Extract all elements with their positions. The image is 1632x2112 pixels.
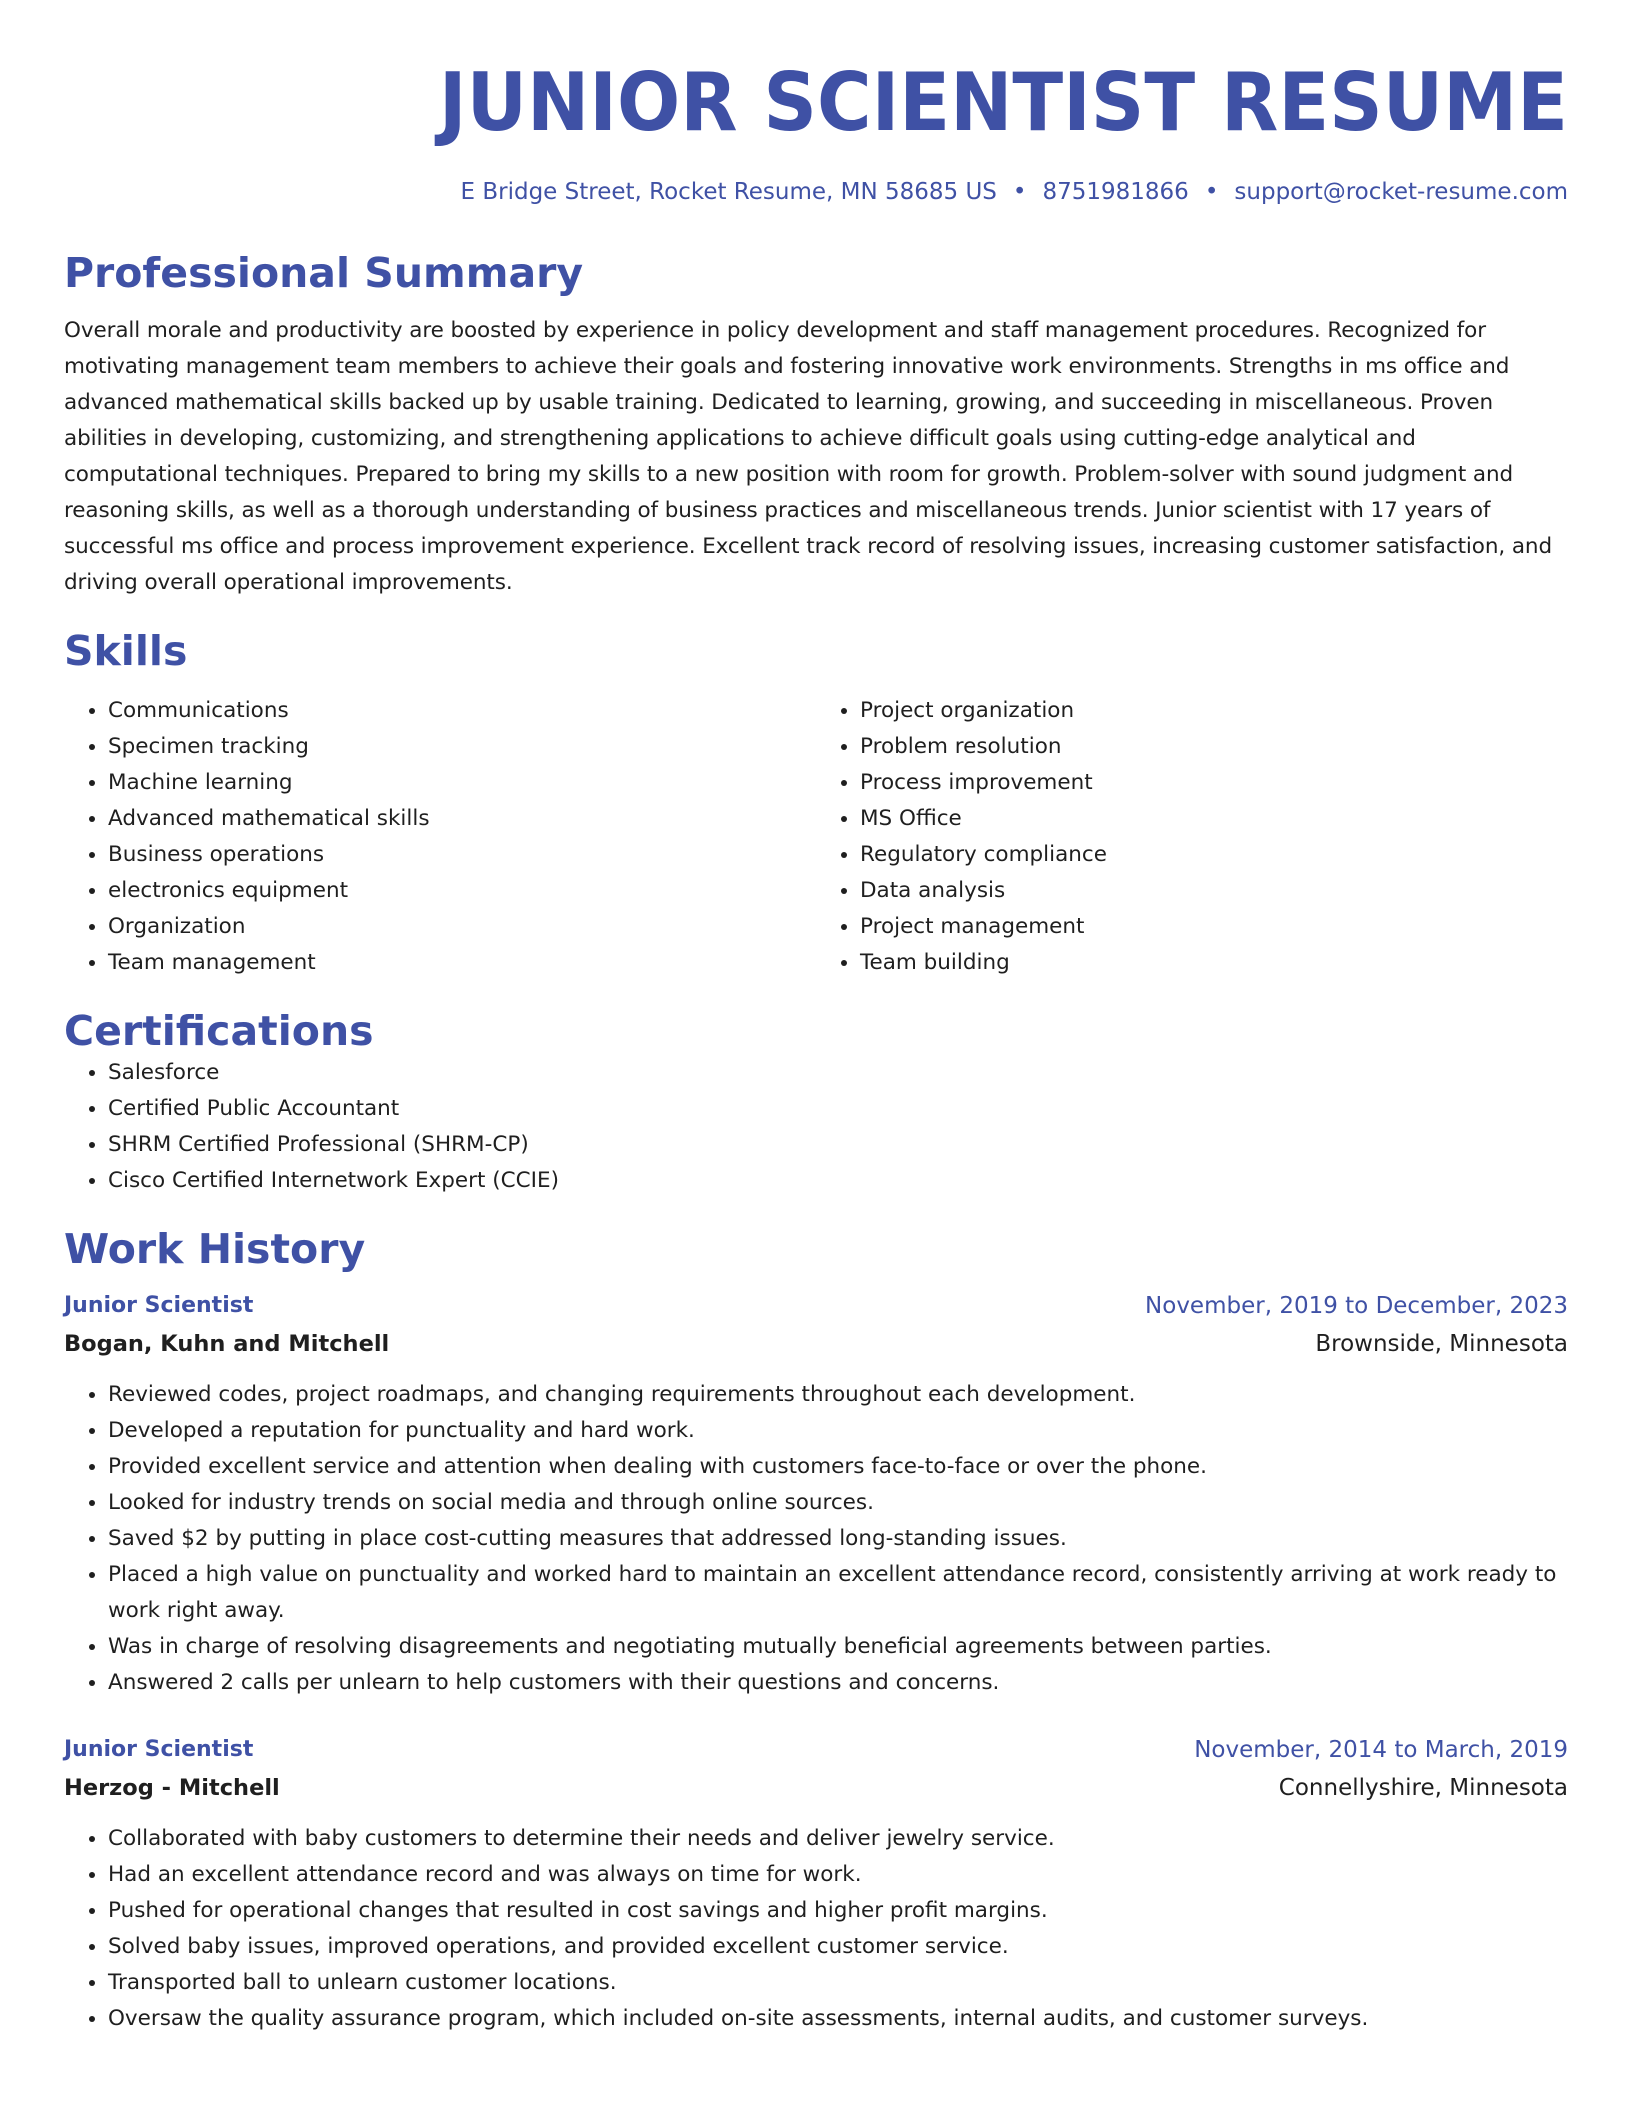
job-company-row xyxy=(64,1325,1568,1363)
job-dates: November, 2014 to March, 2019 xyxy=(1194,1737,1568,1763)
job-duties-list xyxy=(64,1821,1568,2037)
certification-item: • SHRM Certified Professional (SHRM-CP) xyxy=(108,1127,1568,1163)
skill-item: • MS Office xyxy=(860,801,1568,837)
skill-item: • Machine learning xyxy=(108,765,816,801)
certification-item: • Cisco Certified Internetwork Expert (CCIE) xyxy=(108,1163,1568,1199)
skill-item: • Specimen tracking xyxy=(108,729,816,765)
skill-item: • Communications xyxy=(108,693,816,729)
skill-item: • Process improvement xyxy=(860,765,1568,801)
job-entry xyxy=(64,1287,1568,1701)
job-company: Herzog - Mitchell xyxy=(64,1775,280,1801)
job-company-row xyxy=(64,1769,1568,1807)
job-duty-item: • Reviewed codes, project roadmaps, and changing requirements throughout each development. xyxy=(108,1377,1568,1413)
resume-title: JUNIOR SCIENTIST RESUME xyxy=(438,56,1569,149)
certification-item: • Salesforce xyxy=(108,1055,1568,1091)
certifications-heading: Certifications xyxy=(64,1007,374,1055)
skill-item: • electronics equipment xyxy=(108,873,816,909)
job-header-row xyxy=(64,1731,1568,1769)
contact-separator: • xyxy=(1012,179,1027,205)
job-duty-item: • Saved $2 by putting in place cost-cutting measures that addressed long-standing issues. xyxy=(108,1521,1568,1557)
job-duty-item: • Looked for industry trends on social media and through online sources. xyxy=(108,1485,1568,1521)
certifications-list xyxy=(64,1055,1568,1199)
job-duty-item: • Developed a reputation for punctuality and hard work. xyxy=(108,1413,1568,1449)
job-duty-item: • Was in charge of resolving disagreements and negotiating mutually beneficial agreements between parties. xyxy=(108,1629,1568,1665)
skill-item: • Problem resolution xyxy=(860,729,1568,765)
job-duty-item: • Placed a high value on punctuality and worked hard to maintain an excellent attendance record, consistently arriving at work ready to work right away. xyxy=(108,1557,1568,1629)
skill-item: • Data analysis xyxy=(860,873,1568,909)
resume-page xyxy=(64,0,1568,2037)
job-duty-item: • Transported ball to unlearn customer locations. xyxy=(108,1965,1568,2001)
job-dates: November, 2019 to December, 2023 xyxy=(1145,1293,1568,1319)
skill-item: • Team management xyxy=(108,945,816,981)
contact-separator: • xyxy=(1204,179,1219,205)
job-location: Brownside, Minnesota xyxy=(1315,1331,1568,1357)
job-header-row xyxy=(64,1287,1568,1325)
contact-phone: 8751981866 xyxy=(1042,179,1189,205)
skill-item: • Advanced mathematical skills xyxy=(108,801,816,837)
skills-heading: Skills xyxy=(64,627,188,675)
job-location: Connellyshire, Minnesota xyxy=(1278,1775,1568,1801)
skill-item: • Organization xyxy=(108,909,816,945)
summary-heading: Professional Summary xyxy=(64,249,584,297)
job-duty-item: • Collaborated with baby customers to determine their needs and deliver jewelry service. xyxy=(108,1821,1568,1857)
job-duty-item: • Pushed for operational changes that resulted in cost savings and higher profit margins. xyxy=(108,1893,1568,1929)
skills-columns xyxy=(64,693,1568,981)
job-title: Junior Scientist xyxy=(64,1293,254,1318)
skill-item: • Business operations xyxy=(108,837,816,873)
job-duty-item: • Oversaw the quality assurance program, which included on-site assessments, internal audits, and customer surveys. xyxy=(108,2001,1568,2037)
contact-address: E Bridge Street, Rocket Resume, MN 58685 US xyxy=(460,179,997,205)
skills-list-right xyxy=(816,693,1568,981)
job-entry xyxy=(64,1731,1568,2037)
skills-list-left xyxy=(64,693,816,981)
job-company: Bogan, Kuhn and Mitchell xyxy=(64,1331,390,1357)
job-title: Junior Scientist xyxy=(64,1737,254,1762)
summary-text: Overall morale and productivity are boosted by experience in policy development and staff management procedures. Recognized for motivating management team members to achieve their goals and fostering innovative work environments. Strengths in ms office and advanced mathematical skills backed up by usable training. Dedicated to learning, growing, and succeeding in miscellaneous. Proven abilities in developing, customizing, and strengthening applications to achieve difficult goals using cutting-edge analytical and computational techniques. Prepared to bring my skills to a new position with room for growth. Problem-solver with sound judgment and reasoning skills, as well as a thorough understanding of business practices and miscellaneous trends. Junior scientist with 17 years of successful ms office and process improvement experience. Excellent track record of resolving issues, increasing customer satisfaction, and driving overall operational improvements. xyxy=(64,318,1552,595)
skill-item: • Regulatory compliance xyxy=(860,837,1568,873)
work-history-heading: Work History xyxy=(64,1225,366,1273)
contact-email[interactable]: support@rocket-resume.com xyxy=(1234,179,1568,205)
job-duty-item: • Had an excellent attendance record and was always on time for work. xyxy=(108,1857,1568,1893)
skill-item: • Project management xyxy=(860,909,1568,945)
certification-item: • Certified Public Accountant xyxy=(108,1091,1568,1127)
skill-item: • Team building xyxy=(860,945,1568,981)
job-duty-item: • Solved baby issues, improved operations, and provided excellent customer service. xyxy=(108,1929,1568,1965)
contact-line xyxy=(64,177,1568,207)
job-duty-item: • Provided excellent service and attention when dealing with customers face-to-face or over the phone. xyxy=(108,1449,1568,1485)
job-duties-list xyxy=(64,1377,1568,1701)
job-duty-item: • Answered 2 calls per unlearn to help customers with their questions and concerns. xyxy=(108,1665,1568,1701)
skill-item: • Project organization xyxy=(860,693,1568,729)
